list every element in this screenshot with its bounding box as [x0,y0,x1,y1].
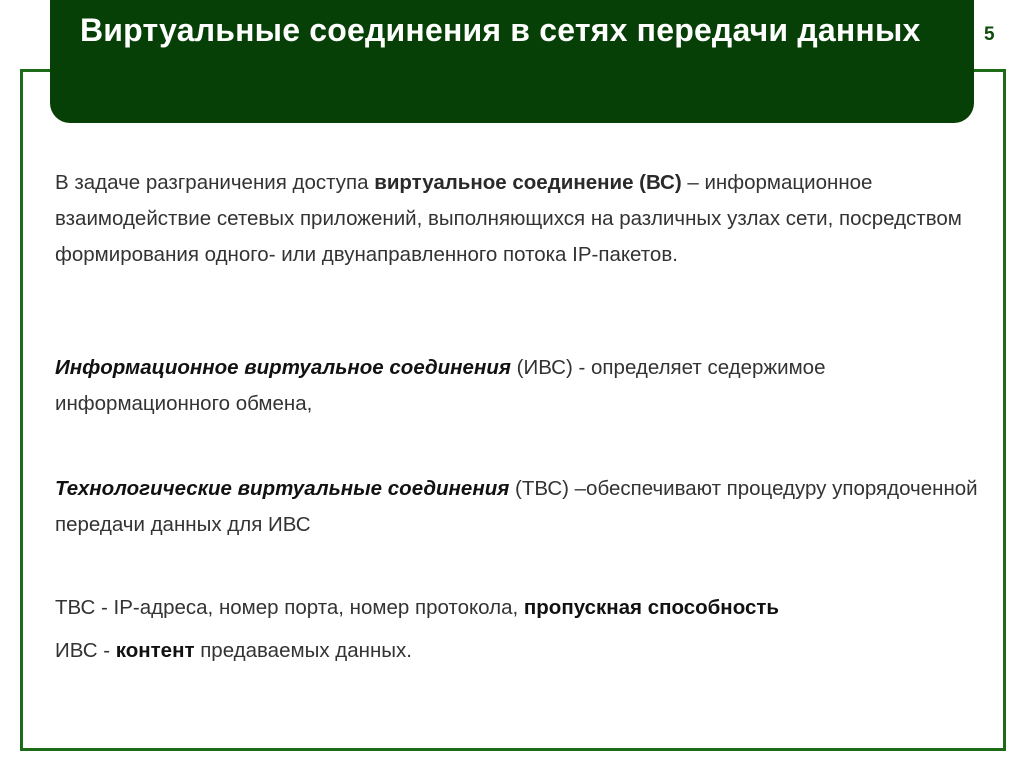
ivs-suffix-text: предаваемых данных. [194,639,412,662]
title-bar [50,0,974,123]
page-number: 5 [984,24,995,45]
paragraph-ivs-definition [55,350,990,422]
paragraph-ivs-content [55,633,990,669]
tvs-parameters-text: ТВС - IP-адреса, номер порта, номер протокола, [55,596,524,619]
paragraph-vc-definition [55,165,990,273]
tvs-term: Технологические виртуальные соединения [55,477,510,500]
ivs-definition-text: (ИВС) - определяет седержимое информационного обмена, [55,356,826,415]
slide-title: Виртуальные соединения в сетях передачи данных [80,12,921,48]
vc-term: виртуальное соединение (ВС) [374,171,682,194]
tvs-definition-text: (ТВС) –обеспечивают процедуру упорядоченной передачи данных для ИВС [55,477,978,536]
tvs-bandwidth-emphasis: пропускная способность [523,596,779,619]
vc-intro-text: В задаче разграничения доступа [55,171,375,194]
paragraph-tvs-parameters [55,590,990,626]
ivs-content-emphasis: контент [115,639,195,662]
vc-definition-text: – информационное взаимодействие сетевых приложений, выполняющихся на различных узлах сети, посредством формирования одного- или двунаправленного потока IP-пакетов. [55,171,962,266]
ivs-term: Информационное виртуальное соединения [55,356,511,379]
paragraph-tvs-definition [55,471,990,543]
ivs-prefix-text: ИВС - [55,639,116,662]
